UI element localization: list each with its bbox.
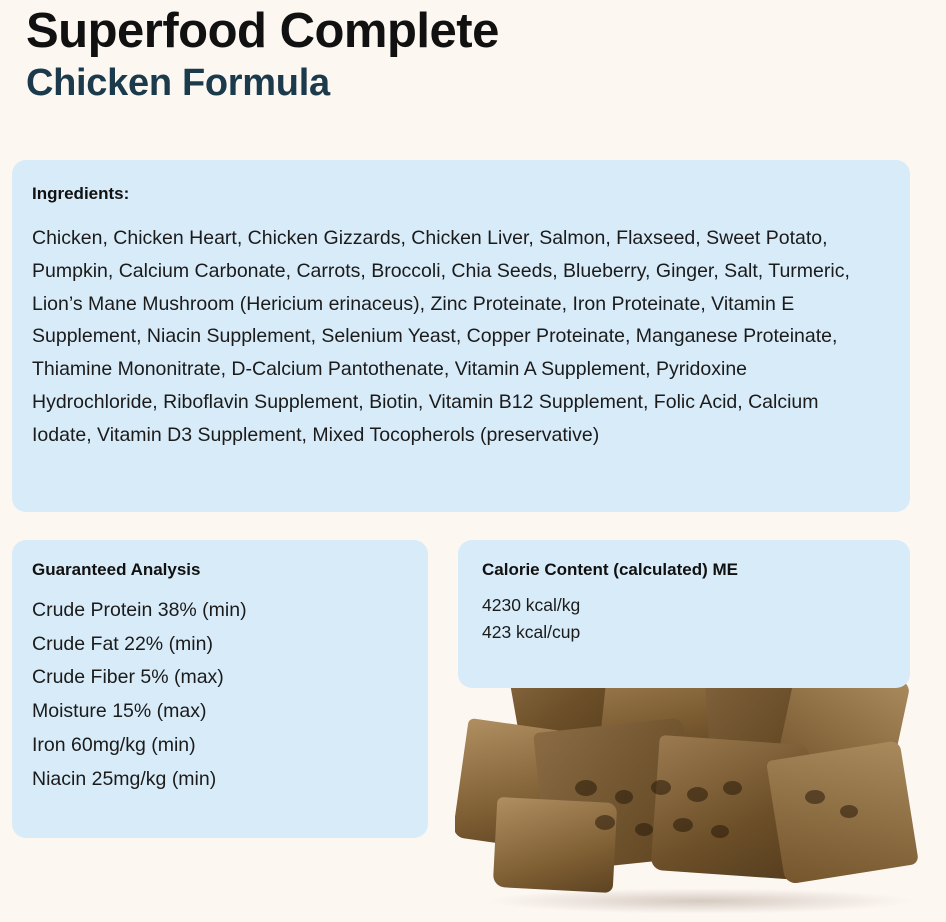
list-item: Moisture 15% (max) [32, 700, 207, 723]
guaranteed-analysis-heading: Guaranteed Analysis [32, 560, 201, 579]
list-item: Niacin 25mg/kg (min) [32, 767, 217, 790]
list-item: Crude Protein 38% (min) [32, 599, 247, 621]
chunk-texture-dot [595, 815, 615, 830]
list-item: Crude Fat 22% (min) [32, 632, 213, 655]
chunk-texture-dot [711, 825, 729, 838]
guaranteed-analysis-list [32, 594, 408, 796]
guaranteed-analysis-panel [12, 540, 428, 838]
page-title: Superfood Complete [26, 4, 499, 58]
ingredients-heading: Ingredients: [32, 184, 130, 203]
chunk-texture-dot [723, 781, 742, 795]
calorie-content-panel [458, 540, 910, 688]
photo-shadow [485, 888, 915, 914]
chunk-texture-dot [615, 790, 633, 804]
chunk-texture-dot [635, 823, 653, 836]
chunk-texture-dot [575, 780, 597, 796]
page-subtitle: Chicken Formula [26, 61, 330, 104]
food-chunk [493, 797, 618, 893]
chunk-texture-dot [805, 790, 825, 804]
list-item: 4230 kcal/kg [482, 595, 581, 615]
chunk-texture-dot [840, 805, 858, 818]
ingredients-panel [12, 160, 910, 512]
list-item: 423 kcal/cup [482, 621, 581, 642]
calorie-content-heading: Calorie Content (calculated) ME [482, 560, 738, 579]
chunk-texture-dot [651, 780, 671, 795]
chunk-texture-dot [673, 818, 693, 832]
list-item: Iron 60mg/kg (min) [32, 733, 196, 756]
title-block [26, 4, 886, 106]
list-item: Crude Fiber 5% (max) [32, 666, 224, 689]
ingredients-text: Chicken, Chicken Heart, Chicken Gizzards, Chicken Liver, Salmon, Flaxseed, Sweet Potato, Pumpkin, Calcium Carbonate, Carrots, Broccoli, Chia Seeds, Blueberry, Ginger, Salt, Turmeric, Lion’s Mane Mushroom (Hericium erinaceus), Zinc Proteinate, Iron Proteinate, Vitamin E Supplement, Niacin Supplement, Selenium Yeast, Copper Proteinate, Manganese Proteinate, Thiamine Mononitrate, D-Calcium Pantothenate, Vitamin A Supplement, Pyridoxine Hydrochloride, Riboflavin Supplement, Biotin, Vitamin B12 Supplement, Folic Acid, Calcium Iodate, Vitamin D3 Supplement, Mixed Tocopherols (preservative) [32, 227, 850, 446]
chunk-texture-dot [687, 787, 708, 802]
calorie-content-list [482, 592, 890, 645]
